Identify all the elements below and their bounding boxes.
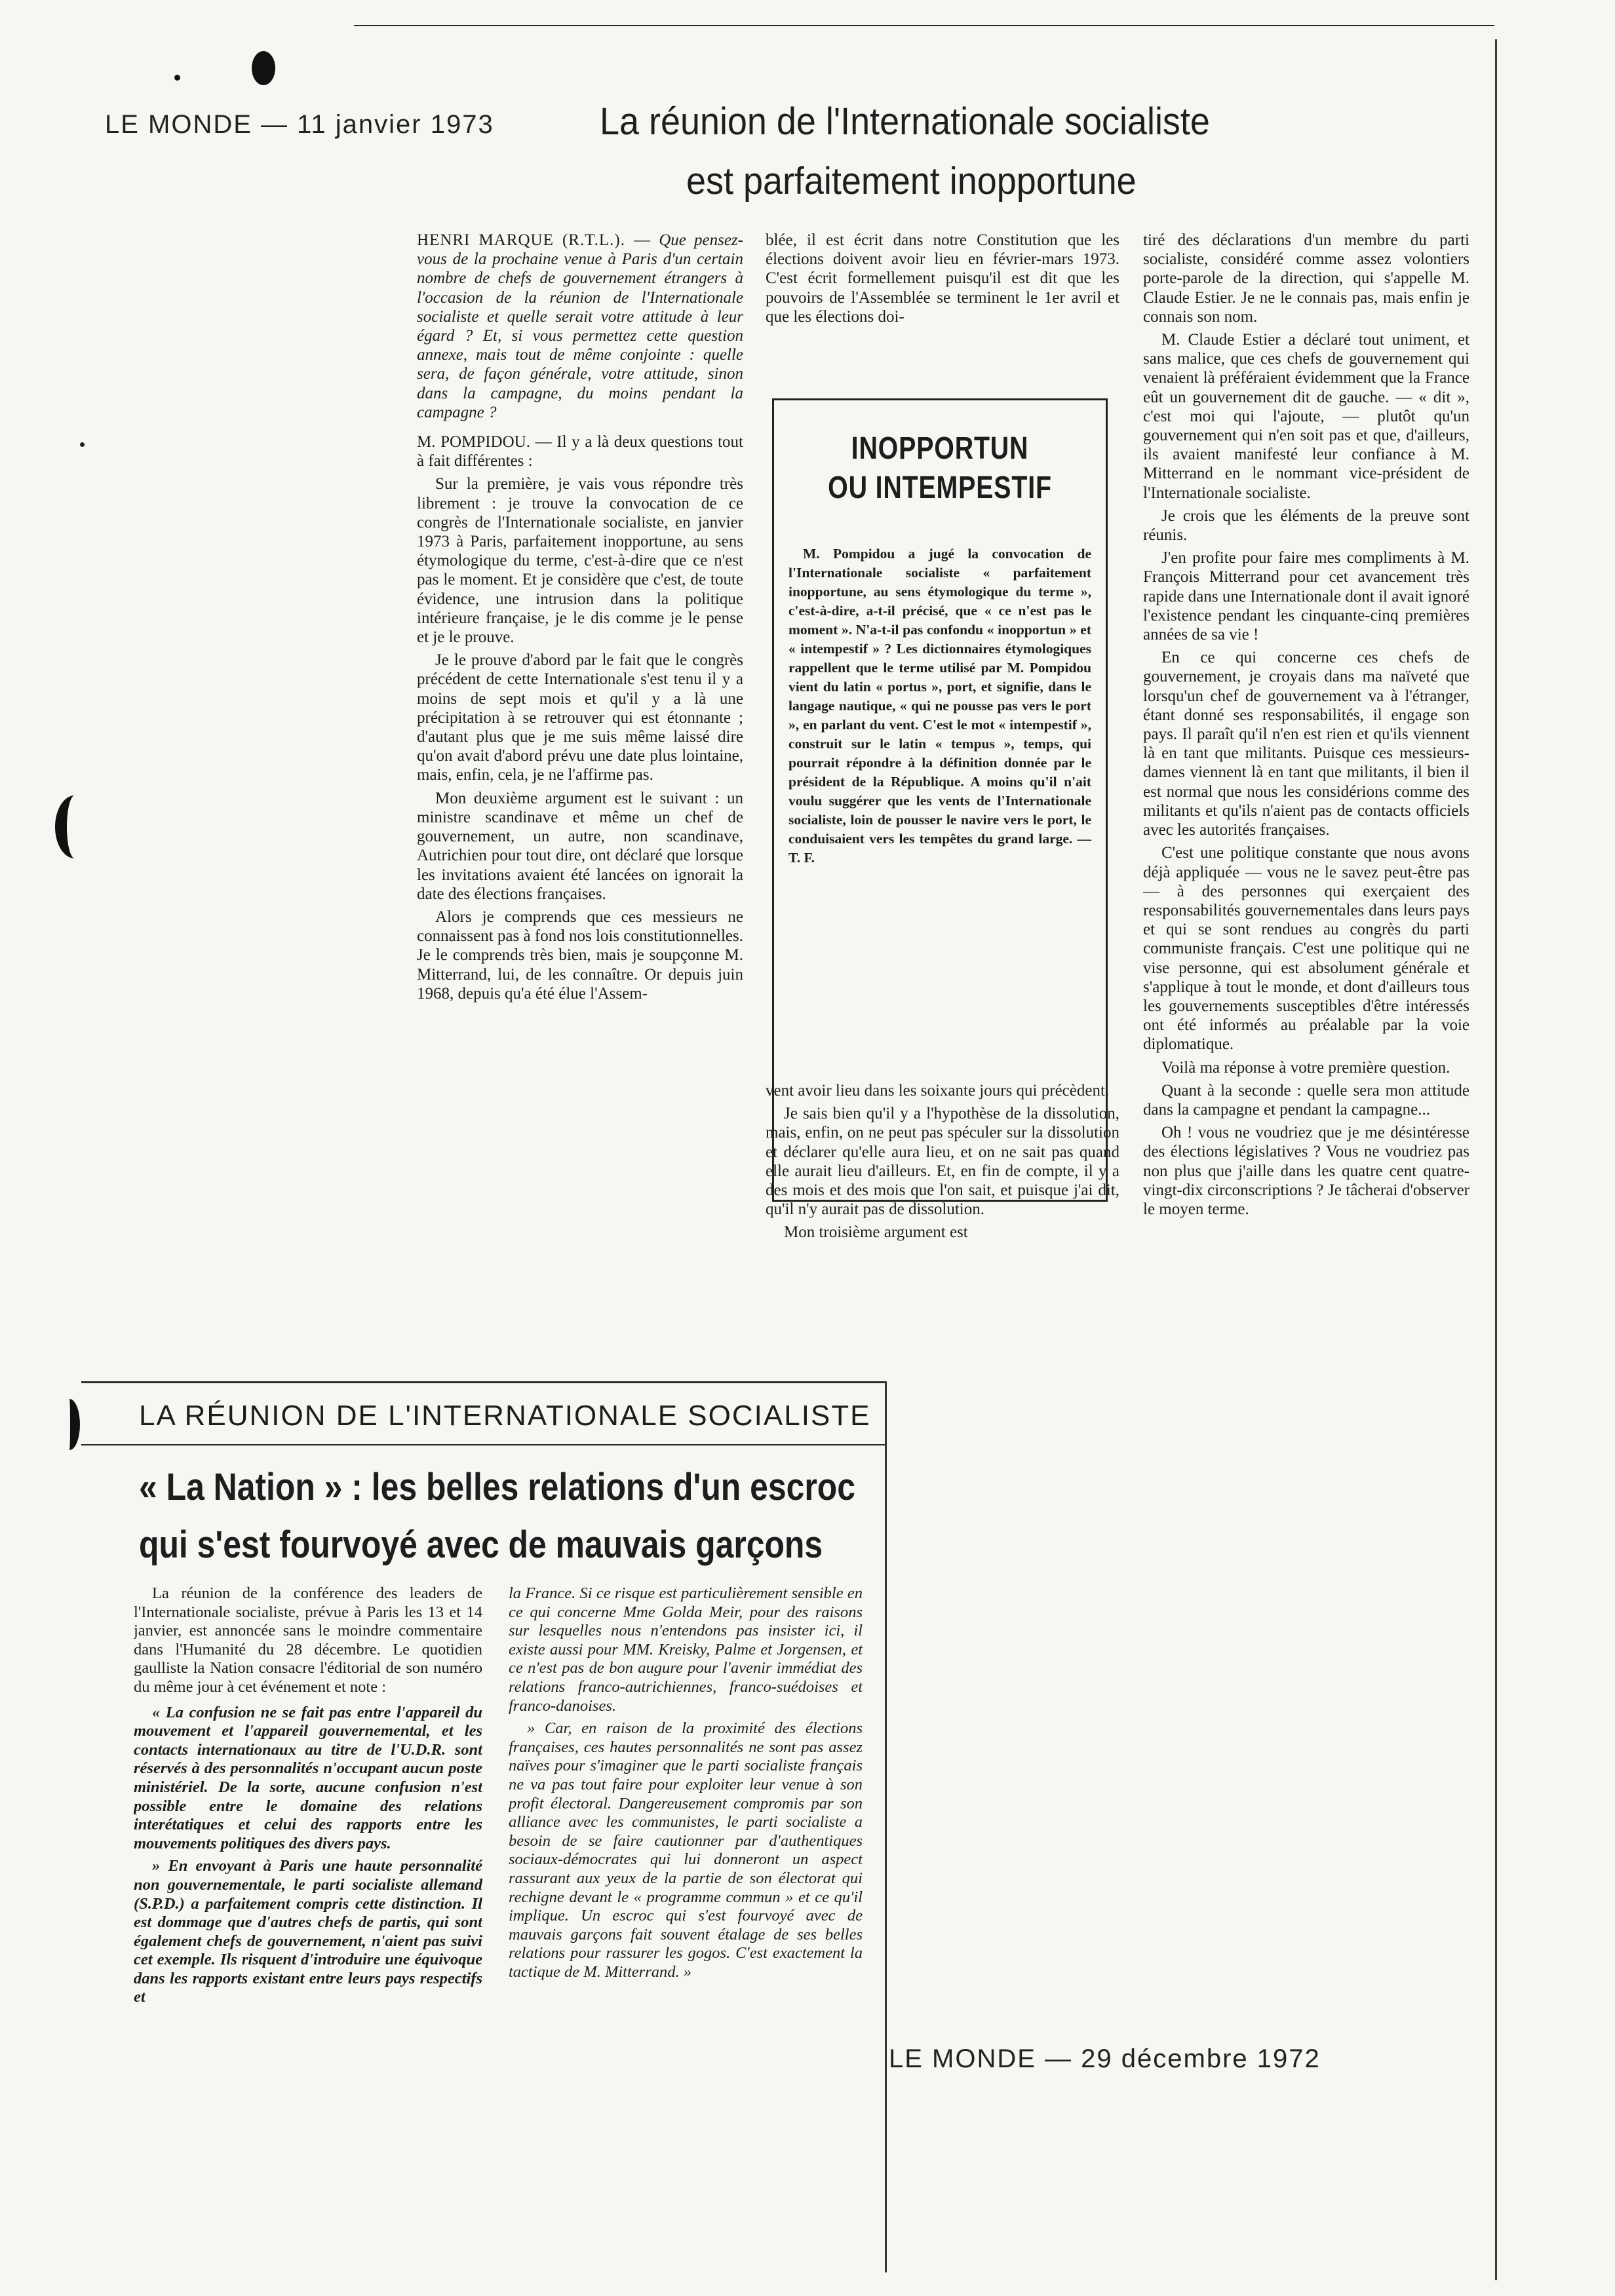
headline-line-1: La réunion de l'Internationale socialiste: [600, 100, 1210, 143]
nation-right-rule: [885, 1381, 887, 2272]
nation-headline-line-1: « La Nation » : les belles relations d'un escroc: [139, 1466, 855, 1508]
column-3: [1143, 231, 1469, 1659]
nation-left-paragraph-3: » En envoyant à Paris une haute personnalité non gouvernementale, le parti socialiste allemand (S.P.D.) a parfaitement compris cette distinction. Il est dommage que d'autres chefs de partis, qui sont également chefs de gouvernement, n'aient pas suivi cet exemple. Ils risquent d'introduire une équivoque dans les rapports existant entre leurs pays respectifs et: [134, 1857, 482, 2006]
column-3-paragraph-4: J'en profite pour faire mes compliments à M. François Mitterrand pour cet avancement très rapide dans une Internationale dont il avait ignoré l'existence pendant les cinquante-cinq premières années de sa vie !: [1143, 549, 1469, 644]
right-margin-rule: [1495, 39, 1497, 2280]
column-2-bottom-paragraph-1: vent avoir lieu dans les soixante jours qui précèdent.: [766, 1082, 1110, 1100]
column-3-paragraph-8: Quant à la seconde : quelle sera mon attitude dans la campagne et pendant la campagne...: [1143, 1081, 1469, 1119]
footer-source: LE MONDE — 29 décembre 1972: [889, 2044, 1321, 2073]
column-3-paragraph-2: M. Claude Estier a déclaré tout uniment, et sans malice, que ces chefs de gouvernement qui venaient là préféraient évidemment que la France eût un gouvernement dit de gauche. — « dit », c'est moi qui l'ajoute, — plutôt qu'un gouvernement qui n'en soit pas et que, d'ailleurs, ils avaient manifesté leur confiance à M. Mitterrand en le nommant vice-président de l'Internationale socialiste.: [1143, 331, 1469, 502]
answer-paragraph-5: Alors je comprends que ces messieurs ne connaissent pas à fond nos lois constitutionnelles. Je le comprends très bien, mais je soupçonne M. Mitterrand, lui, de les connaître. Or depuis juin 1968, depuis qu'a été élue l'Assem-: [417, 908, 743, 1003]
question-text: Que pensez-vous de la prochaine venue à Paris d'un certain nombre de chefs de gouvernement étrangers à l'occasion de la réunion de l'Internationale socialiste et quelle serait votre attitude à leur égard ? Et, si vous permettez cette question annexe, mais tout de même conjointe : quelle sera, de façon générale, votre attitude, sinon dans la campagne, du moins pendant la campagne ?: [417, 231, 743, 421]
nation-kicker: LA RÉUNION DE L'INTERNATIONALE SOCIALISTE: [139, 1400, 871, 1432]
nation-right-paragraph-2: » Car, en raison de la proximité des élections françaises, ces hautes personnalités ne sont pas assez naïves pour s'imaginer que le parti socialiste français ne va pas tout faire pour exploiter leur venue à son profit électoral. Dangereusement compromis par son alliance avec les communistes, le parti socialiste a besoin de se faire cautionner par d'authentiques sociaux-démocrates qui lui donneront un aspect rassurant aux yeux de la partie de son électorat qui rechigne devant le « programme commun » et ce qu'il implique. Un escroc qui s'est fourvoyé avec de mauvais garçons fait souvent étalage de ses belles relations pour rassurer les gogos. C'est exactement la tactique de M. Mitterrand. »: [509, 1719, 863, 1981]
column-3-paragraph-3: Je crois que les éléments de la preuve sont réunis.: [1143, 507, 1469, 545]
nation-left-paragraph-1: La réunion de la conférence des leaders de l'Internationale socialiste, prévue à Paris les 13 et 14 janvier, est annoncée sans le moindre commentaire dans l'Humanité du 28 décembre. Le quotidien gaulliste la Nation consacre l'éditorial de son numéro du même jour à cet événement et note :: [134, 1584, 482, 1696]
crescent-mark: [55, 795, 94, 858]
column-1: [417, 231, 743, 1347]
masthead: LE MONDE — 11 janvier 1973: [105, 110, 494, 139]
column-3-paragraph-6: C'est une politique constante que nous avons déjà appliquée — vous ne le savez peut-être pas — à des personnes qui exerçaient des responsabilités gouvernementales dans leurs pays et qui se sont rendues au congrès du parti communiste français. C'est une politique qui ne vise personne, qui est absolument générale et s'applique à tout le monde, et dont d'ailleurs tous les gouvernements susceptibles d'être intéressés ont été informés au préalable par la voie diplomatique.: [1143, 844, 1469, 1054]
dot-mark: [80, 442, 85, 447]
column-2-top: [766, 231, 1119, 373]
question-paragraph: [417, 231, 743, 422]
headline-line-2: est parfaitement inopportune: [686, 160, 1137, 202]
column-2-bottom-paragraph-3: Mon troisième argument est: [784, 1223, 968, 1242]
column-2-bottom: [766, 1081, 1119, 1347]
column-2-top-paragraph: blée, il est écrit dans notre Constitution que les élections doivent avoir lieu en février-mars 1973. C'est écrit formellement puisqu'il est dit que les pouvoirs de l'Assemblée se terminent le 1er avril et que les élections doi-: [766, 231, 1119, 326]
sidebar-text: M. Pompidou a jugé la convocation de l'Internationale socialiste « parfaitement inopportune, au sens étymologique du terme », c'est-à-dire, a-t-il précisé, que « ce n'est pas le moment ». N'a-t-il pas confondu « inopportun » et « intempestif » ? Les dictionnaires étymologiques rappellent que le terme utilisé par M. Pompidou vient du latin « portus », port, et signifie, dans le langage nautique, « qui ne pousse pas vers le port », en parlant du vent. C'est le mot « intempestif », construit sur le latin « tempus », temps, qui pourrait répondre à la définition donnée par le président de la République. A moins qu'il n'ait voulu suggérer que les vents de l'Internationale socialiste, loin de pousser le navire vers le port, le conduisaient vers les tempêtes du grand large. — T. F.: [788, 546, 1091, 866]
answer-paragraph-3: Je le prouve d'abord par le fait que le congrès précédent de cette Internationale s'est tenu il y a moins de sept mois et qu'il y a là une précipitation à se retrouver qui est étonnante ; d'autant plus que je me suis même laissé dire qu'on avait d'abord prévu une date plus lointaine, mais, enfin, cela, je ne l'affirme pas.: [417, 651, 743, 784]
nation-right-paragraph-1: la France. Si ce risque est particulièrement sensible en ce qui concerne Mme Golda Meir, pour des raisons sur lesquelles nous n'entendons pas insister ici, il existe aussi pour MM. Kreisky, Palme et Jorgensen, et ce n'est pas de bon augure pour l'avenir immédiat des relations franco-autrichiennes, franco-suédoises et franco-danoises.: [509, 1584, 863, 1715]
answer-paragraph-4: Mon deuxième argument est le suivant : un ministre scandinave et même un chef de gouvernement, un autre, non scandinave, Autrichien pour tout dire, ont déclaré que lorsque les invitations avaient été lancées on ignorait la date des élections françaises.: [417, 789, 743, 903]
column-3-paragraph-7: Voilà ma réponse à votre première question.: [1161, 1058, 1450, 1077]
nation-top-rule: [81, 1381, 886, 1383]
column-3-paragraph-5: En ce qui concerne ces chefs de gouvernement, je croyais dans ma naïveté que lorsqu'un chef de gouvernement va à l'étranger, étant donné ses responsabilités, il engage son pays. Il paraît qu'il n'en est rien et qu'ils viennent là en tant que militants. Puisque ces messieurs-dames viennent là en tant que militants, il bien il est normal que nous les considérions comme des militants et qu'ils n'aient pas de contacts officiels avec les autorités françaises.: [1143, 649, 1469, 839]
sidebar-title-line-2: OU INTEMPESTIF: [828, 470, 1052, 505]
column-2-bottom-paragraph-2: Je sais bien qu'il y a l'hypothèse de la dissolution, mais, enfin, on ne peut pas spéculer sur la dissolution et déclarer qu'elle aura lieu, et on ne sait pas quand elle aurait lieu d'ailleurs. Et, en fin de compte, il y a des mois et des mois que l'on sait, et puisque j'ai dit, qu'il n'y aurait pas de dissolution.: [766, 1105, 1119, 1219]
nation-left-column: [134, 1584, 482, 2272]
top-rule: [354, 25, 1494, 26]
sidebar-title-line-1: INOPPORTUN: [851, 431, 1029, 466]
answer-paragraph-1: M. POMPIDOU. — Il y a là deux questions tout à fait différentes :: [417, 433, 743, 470]
nation-right-column: [509, 1584, 863, 2272]
punch-hole-mark: [252, 51, 275, 85]
nation-headline-line-2: qui s'est fourvoyé avec de mauvais garçons: [139, 1523, 823, 1566]
column-3-paragraph-1: tiré des déclarations d'un membre du parti socialiste, considéré comme assez volontiers porte-parole de la direction, qui s'appelle M. Claude Estier. Je ne le connais pas, mais enfin je connais son nom.: [1143, 231, 1469, 326]
question-lead: HENRI MARQUE (R.T.L.). —: [417, 231, 652, 249]
answer-paragraph-2: Sur la première, je vais vous répondre très librement : je trouve la convocation de ce congrès de l'Internationale socialiste, en janvier 1973 à Paris, parfaitement inopportune, au sens étymologique du terme, c'est-à-dire que ce n'est pas le moment. Et je considère que c'est, de toute évidence, une intrusion dans la politique intérieure française, je le dis comme je le pense et je le prouve.: [417, 475, 743, 647]
nation-kicker-rule: [81, 1444, 886, 1445]
column-3-paragraph-9: Oh ! vous ne voudriez que je me désintéresse des élections législatives ? Vous ne voudriez pas non plus que j'aille dans les quatre cent quatre-vingt-dix circonscriptions ? Je tâcherai d'observer le moyen terme.: [1143, 1124, 1469, 1218]
bracket-mark: [59, 1399, 80, 1450]
dot-mark: [174, 75, 180, 81]
nation-left-paragraph-2: « La confusion ne se fait pas entre l'appareil du mouvement et l'appareil gouvernemental, et les contacts internationaux au titre de l'U.D.R. sont réservés à des personnalités n'occupant aucun poste ministériel. De la sorte, aucune confusion n'est possible entre le domaine des relations interétatiques et celui des rapports entre les mouvements politiques des divers pays.: [134, 1703, 482, 1852]
